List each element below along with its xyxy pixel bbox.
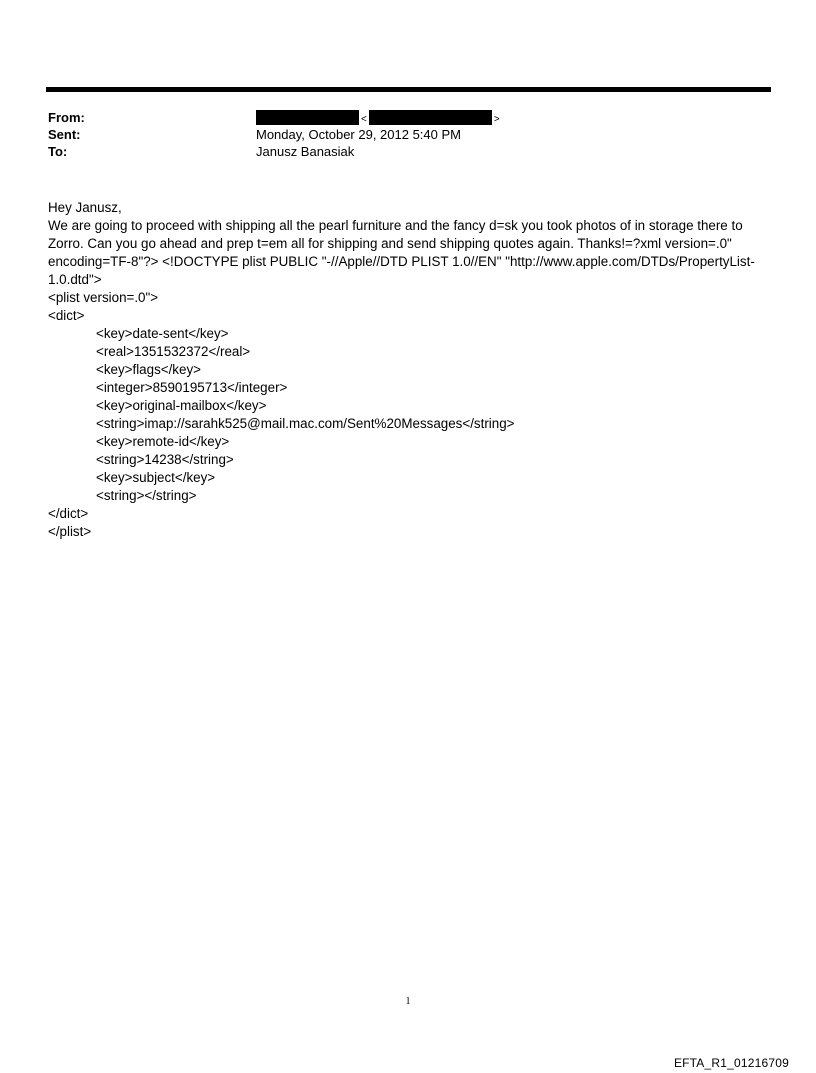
sent-value: Monday, October 29, 2012 5:40 PM <box>256 127 461 142</box>
email-header <box>48 109 768 160</box>
redacted-sender-name <box>256 110 359 125</box>
dict-line: <key>flags</key> <box>96 362 201 377</box>
header-rule <box>46 87 771 92</box>
dict-line: <key>remote-id</key> <box>96 434 230 449</box>
dict-line: <string></string> <box>96 488 197 503</box>
plist-close-tag: </plist> <box>48 524 92 539</box>
dict-line: <real>1351532372</real> <box>96 344 251 359</box>
email-body <box>48 199 770 541</box>
to-label: To: <box>48 144 68 159</box>
plist-open-tag: <plist version=.0"> <box>48 290 159 305</box>
dict-line: <integer>8590195713</integer> <box>96 380 288 395</box>
from-open-bracket: < <box>361 114 367 125</box>
dict-close-tag: </dict> <box>48 506 89 521</box>
document-id: EFTA_R1_01216709 <box>673 1056 789 1070</box>
dict-line: <key>original-mailbox</key> <box>96 398 267 413</box>
to-value: Janusz Banasiak <box>256 144 355 159</box>
from-close-bracket: > <box>493 114 500 125</box>
message-paragraph: We are going to proceed with shipping all the pearl furniture and the fancy d=sk you took photos of in storage there to Zorro. Can you go ahead and prep t=em all for shipping and send shipping quotes again. Thanks!=?xml version=.0" encoding=TF-8"?> <!DOCTYPE plist PUBLIC "-//Apple//DTD PLIST 1.0//EN" "http://www.apple.com/DTDs/PropertyList-1.0.dtd"> <box>48 218 755 287</box>
sent-label: Sent: <box>48 127 81 142</box>
dict-open-tag: <dict> <box>48 308 85 323</box>
dict-line: <key>date-sent</key> <box>96 326 229 341</box>
dict-line: <key>subject</key> <box>96 470 216 485</box>
page-number: 1 <box>405 996 411 1007</box>
from-label: From: <box>48 110 85 125</box>
dict-line: <string>14238</string> <box>96 452 234 467</box>
redacted-sender-email <box>369 110 492 125</box>
greeting: Hey Janusz, <box>48 200 122 215</box>
sent-row <box>48 126 768 143</box>
dict-line: <string>imap://sarahk525@mail.mac.com/Sent%20Messages</string> <box>96 416 515 431</box>
to-row <box>48 143 768 160</box>
from-row <box>48 109 768 126</box>
